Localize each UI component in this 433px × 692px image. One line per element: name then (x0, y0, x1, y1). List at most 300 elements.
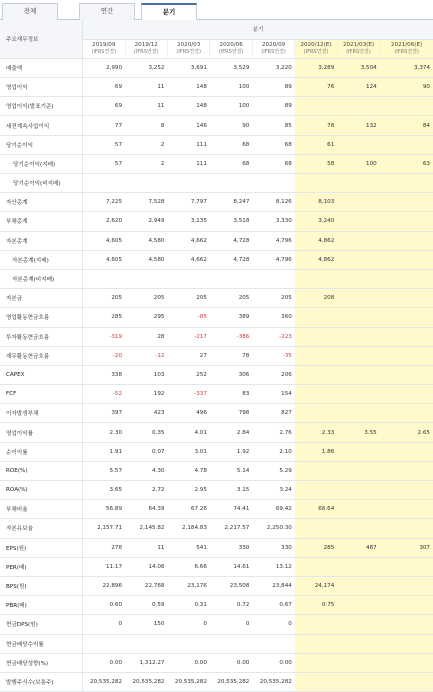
value-cell (167, 634, 209, 653)
value-cell: 74.41 (210, 500, 252, 519)
table-row (0, 500, 433, 519)
period-header (167, 39, 209, 58)
value-cell: 4,796 (252, 250, 294, 269)
value-cell: 5.29 (252, 461, 294, 480)
value-cell (380, 327, 433, 346)
value-cell: 14.61 (210, 557, 252, 576)
value-cell: 205 (210, 289, 252, 308)
row-label-text: FCF (6, 391, 17, 398)
row-label (0, 289, 83, 308)
row-label (0, 269, 83, 288)
value-cell (380, 346, 433, 365)
value-cell: 11.17 (83, 557, 125, 576)
value-cell (337, 385, 379, 404)
value-cell: -20 (83, 346, 125, 365)
table-row (0, 385, 433, 404)
value-cell: 2.33 (295, 423, 337, 442)
value-cell: 23,508 (210, 576, 252, 595)
value-cell (337, 615, 379, 634)
table-row (0, 78, 433, 97)
row-label-text: 자본유보율 (6, 526, 34, 533)
value-cell (337, 500, 379, 519)
value-cell: 78 (295, 116, 337, 135)
value-cell: 2.76 (252, 423, 294, 442)
value-cell (295, 365, 337, 384)
value-cell: 4.78 (167, 461, 209, 480)
row-label-text: 당기순이익(비지배) (13, 181, 61, 188)
value-cell (380, 461, 433, 480)
row-label (0, 135, 83, 154)
value-cell (252, 269, 294, 288)
row-label (0, 327, 83, 346)
value-cell: 192 (125, 385, 167, 404)
table-row (0, 308, 433, 327)
value-cell: 1.91 (83, 442, 125, 461)
row-label (0, 423, 83, 442)
row-label (0, 538, 83, 557)
row-label-text: 자산총계 (6, 200, 28, 207)
row-label (0, 653, 83, 672)
value-cell: 1,312.27 (125, 653, 167, 672)
value-cell: 252 (167, 365, 209, 384)
value-cell: 0.00 (210, 653, 252, 672)
value-cell: 6.66 (167, 557, 209, 576)
value-cell: 154 (252, 385, 294, 404)
row-label-text: ROE(%) (6, 467, 28, 474)
value-cell: 4,605 (83, 231, 125, 250)
value-cell: -223 (252, 327, 294, 346)
period-tabs (0, 0, 433, 20)
row-label-text: 매출액 (6, 65, 23, 72)
row-label-text: 당기순이익 (6, 142, 34, 149)
value-cell: 2,990 (83, 58, 125, 77)
value-cell (380, 289, 433, 308)
row-label-text: 자본금 (6, 296, 23, 303)
value-cell: 7,225 (83, 193, 125, 212)
value-cell (380, 615, 433, 634)
row-label-text: ROA(%) (6, 487, 28, 494)
value-cell: 205 (167, 289, 209, 308)
value-cell (295, 404, 337, 423)
table-row (0, 557, 433, 576)
value-cell (295, 481, 337, 500)
period-label: 2019/12 (134, 41, 158, 48)
value-cell: 285 (295, 538, 337, 557)
value-cell (380, 557, 433, 576)
value-cell: 63 (380, 154, 433, 173)
value-cell (337, 231, 379, 250)
table-row (0, 327, 433, 346)
row-label (0, 174, 83, 193)
period-basis: (IFRS연결) (303, 48, 329, 55)
value-cell: 0.00 (83, 653, 125, 672)
period-label: 2021/03(E) (342, 41, 375, 48)
value-cell (380, 97, 433, 116)
value-cell: 3,518 (210, 212, 252, 231)
table-row (0, 519, 433, 538)
value-cell (252, 174, 294, 193)
value-cell: -217 (167, 327, 209, 346)
period-basis: (IFRS연결) (261, 48, 286, 55)
value-cell: 3,240 (295, 212, 337, 231)
value-cell: 11 (125, 538, 167, 557)
row-label (0, 481, 83, 500)
value-cell (295, 346, 337, 365)
table-row (0, 461, 433, 480)
row-label (0, 461, 83, 480)
value-cell (337, 481, 379, 500)
table-body (0, 58, 433, 691)
value-cell (380, 634, 433, 653)
value-cell: 2,184.83 (167, 519, 209, 538)
value-cell: 69.42 (252, 500, 294, 519)
value-cell: 64.39 (125, 500, 167, 519)
value-cell (380, 442, 433, 461)
value-cell: 13.12 (252, 557, 294, 576)
value-cell (337, 404, 379, 423)
period-label: 2020/06 (219, 41, 243, 48)
row-label (0, 250, 83, 269)
value-cell: 8,126 (252, 193, 294, 212)
table-row (0, 596, 433, 615)
value-cell (337, 576, 379, 595)
value-cell (337, 174, 379, 193)
row-label-text: 영업이익률 (6, 430, 34, 437)
value-cell: 68 (252, 154, 294, 173)
value-cell: 148 (167, 78, 209, 97)
row-label-text: PER(배) (6, 564, 27, 571)
period-label: 2021/06(E) (391, 41, 423, 48)
value-cell (380, 653, 433, 672)
value-cell: 3.01 (167, 442, 209, 461)
value-cell: 100 (337, 154, 379, 173)
value-cell: 8 (125, 116, 167, 135)
table-row (0, 193, 433, 212)
row-label (0, 116, 83, 135)
table-row (0, 212, 433, 231)
value-cell: 20,535,282 (210, 672, 252, 691)
period-basis: (IFRS연결) (91, 48, 117, 55)
value-cell (380, 385, 433, 404)
value-cell: 89 (252, 78, 294, 97)
value-cell: 150 (125, 615, 167, 634)
value-cell: 28 (125, 327, 167, 346)
financial-summary-table (0, 20, 433, 692)
value-cell: 423 (125, 404, 167, 423)
value-cell: 20,535,282 (125, 672, 167, 691)
value-cell: 20,535,282 (83, 672, 125, 691)
value-cell (295, 461, 337, 480)
period-label: 2020/03 (177, 41, 201, 48)
row-label (0, 557, 83, 576)
value-cell: 285 (83, 308, 125, 327)
value-cell: 4.01 (167, 423, 209, 442)
value-cell: 4,728 (210, 250, 252, 269)
row-label (0, 615, 83, 634)
value-cell (295, 308, 337, 327)
value-cell: 148 (167, 97, 209, 116)
row-label-text: PBR(배) (6, 603, 27, 610)
value-cell: 7,528 (125, 193, 167, 212)
value-cell: 22,896 (83, 576, 125, 595)
value-cell: 2.65 (380, 423, 433, 442)
value-cell: 2,620 (83, 212, 125, 231)
value-cell: 24,174 (295, 576, 337, 595)
row-label (0, 154, 83, 173)
table-row (0, 365, 433, 384)
value-cell: 3,691 (167, 58, 209, 77)
period-basis: (IFRS연결) (394, 48, 419, 55)
value-cell: 2.30 (83, 423, 125, 442)
value-cell: 4,728 (210, 231, 252, 250)
table-row (0, 231, 433, 250)
value-cell: 1.86 (295, 442, 337, 461)
table-row (0, 250, 433, 269)
row-label-text: 현금배당수익률 (6, 641, 44, 648)
value-cell (125, 174, 167, 193)
value-cell: 798 (210, 404, 252, 423)
value-cell: 8,103 (295, 193, 337, 212)
value-cell: 3,135 (167, 212, 209, 231)
value-cell: 57 (83, 135, 125, 154)
value-cell (380, 308, 433, 327)
row-label-text: 자본총계(비지배) (12, 277, 55, 284)
value-cell: 77 (83, 116, 125, 135)
value-cell: 11 (125, 97, 167, 116)
value-cell (380, 250, 433, 269)
row-label-text: 현금배당성향(%) (6, 660, 49, 667)
tab-annual[interactable]: 연간 (79, 3, 135, 20)
value-cell: 83 (210, 385, 252, 404)
period-label: 2019/09 (92, 41, 116, 48)
period-header (337, 39, 379, 58)
table-row (0, 174, 433, 193)
value-cell: -52 (83, 385, 125, 404)
value-cell: 2.84 (210, 423, 252, 442)
value-cell: 22,768 (125, 576, 167, 595)
value-cell: -85 (167, 308, 209, 327)
value-cell (380, 500, 433, 519)
value-cell (295, 174, 337, 193)
value-cell: -319 (83, 327, 125, 346)
value-cell: 3.24 (252, 481, 294, 500)
value-cell: 58 (295, 154, 337, 173)
value-cell: 2,157.71 (83, 519, 125, 538)
value-cell (295, 327, 337, 346)
value-cell: 487 (337, 538, 379, 557)
value-cell: 4,862 (295, 250, 337, 269)
value-cell: 330 (210, 538, 252, 557)
value-cell (210, 634, 252, 653)
period-basis: (IFRS연결) (346, 48, 371, 55)
row-label-text: 부채비율 (6, 507, 28, 514)
value-cell (337, 269, 379, 288)
value-cell: 3,529 (210, 58, 252, 77)
value-cell (125, 634, 167, 653)
value-cell (337, 97, 379, 116)
row-label (0, 500, 83, 519)
value-cell (337, 653, 379, 672)
value-cell (337, 327, 379, 346)
row-label-text: CAPEX (6, 371, 25, 378)
row-label-text: 자본총계(지배) (12, 257, 49, 264)
value-cell: 205 (125, 289, 167, 308)
period-header (380, 39, 433, 58)
row-label-text: 투자활동현금흐름 (6, 334, 50, 341)
value-cell: 4,662 (167, 231, 209, 250)
value-cell (380, 519, 433, 538)
value-cell (295, 97, 337, 116)
value-cell: 27 (167, 346, 209, 365)
row-label-header: 주요재무정보 (0, 20, 83, 58)
value-cell: 57 (83, 154, 125, 173)
value-cell (295, 615, 337, 634)
value-cell: 66.64 (295, 500, 337, 519)
value-cell (380, 365, 433, 384)
period-basis: (IFRS연결) (133, 48, 159, 55)
row-label-text: 부채총계 (6, 219, 28, 226)
table-row (0, 615, 433, 634)
row-label (0, 78, 83, 97)
value-cell: 67.26 (167, 500, 209, 519)
value-cell: 111 (167, 135, 209, 154)
row-label (0, 634, 83, 653)
value-cell: 0.00 (167, 653, 209, 672)
value-cell: 496 (167, 404, 209, 423)
table-row (0, 289, 433, 308)
value-cell (380, 212, 433, 231)
value-cell (337, 289, 379, 308)
value-cell (380, 135, 433, 154)
row-label-text: 자본총계 (6, 238, 28, 245)
row-label-text: BPS(원) (6, 584, 27, 591)
table-row (0, 653, 433, 672)
row-label-text: 순이익률 (6, 449, 28, 456)
row-label (0, 576, 83, 595)
value-cell (337, 212, 379, 231)
value-cell: 0.07 (125, 442, 167, 461)
value-cell: 205 (83, 289, 125, 308)
value-cell: 8,247 (210, 193, 252, 212)
value-cell: 4,580 (125, 231, 167, 250)
value-cell: 3.55 (337, 423, 379, 442)
value-cell: 541 (167, 538, 209, 557)
row-label-text: 재무활동현금흐름 (6, 353, 50, 360)
value-cell: 89 (252, 97, 294, 116)
table-row (0, 423, 433, 442)
value-cell: 4.30 (125, 461, 167, 480)
row-label (0, 308, 83, 327)
value-cell (295, 557, 337, 576)
value-cell: 0 (252, 615, 294, 634)
value-cell: 76 (295, 78, 337, 97)
value-cell (337, 365, 379, 384)
value-cell (125, 269, 167, 288)
value-cell: 4,796 (252, 231, 294, 250)
value-cell: 68 (252, 135, 294, 154)
value-cell (295, 385, 337, 404)
period-label: 2020/12(E) (300, 41, 332, 48)
table-row (0, 116, 433, 135)
value-cell: 2,949 (125, 212, 167, 231)
row-label (0, 442, 83, 461)
table-row (0, 58, 433, 77)
value-cell (380, 174, 433, 193)
value-cell (380, 481, 433, 500)
value-cell (295, 519, 337, 538)
value-cell (337, 250, 379, 269)
value-cell (167, 174, 209, 193)
table-row (0, 346, 433, 365)
row-label-text: 영업이익 (6, 85, 28, 92)
value-cell: 3,374 (380, 58, 433, 77)
tab-quarter[interactable]: 분기 (141, 3, 197, 21)
tab-all[interactable]: 전체 (2, 3, 58, 20)
value-cell: 2.95 (167, 481, 209, 500)
value-cell: 4,662 (167, 250, 209, 269)
row-label (0, 212, 83, 231)
value-cell (210, 269, 252, 288)
value-cell: 23,176 (167, 576, 209, 595)
value-cell: 3,504 (337, 58, 379, 77)
value-cell (295, 269, 337, 288)
row-label-text: 이자발생부채 (6, 411, 39, 418)
value-cell: 307 (380, 538, 433, 557)
row-label-text: 영업활동현금흐름 (6, 315, 50, 322)
value-cell: 338 (83, 365, 125, 384)
row-label (0, 519, 83, 538)
value-cell (252, 634, 294, 653)
value-cell: 2,145.82 (125, 519, 167, 538)
value-cell: 68 (210, 154, 252, 173)
value-cell: 132 (337, 116, 379, 135)
value-cell: 0 (210, 615, 252, 634)
value-cell: 90 (380, 78, 433, 97)
value-cell (337, 557, 379, 576)
row-label (0, 596, 83, 615)
value-cell: 146 (167, 116, 209, 135)
value-cell (380, 269, 433, 288)
value-cell: 78 (210, 346, 252, 365)
value-cell: -35 (252, 346, 294, 365)
value-cell (380, 576, 433, 595)
value-cell: 11 (125, 78, 167, 97)
value-cell: 103 (125, 365, 167, 384)
value-cell (380, 596, 433, 615)
row-label (0, 231, 83, 250)
period-label: 2020/09 (261, 41, 286, 48)
row-label-text: 영업이익(발표기준) (6, 104, 54, 111)
value-cell: 2.72 (125, 481, 167, 500)
row-label-text: 발행주식수(보통주) (6, 679, 54, 686)
value-cell: 2 (125, 154, 167, 173)
value-cell (337, 519, 379, 538)
table-row (0, 576, 433, 595)
value-cell: 5.57 (83, 461, 125, 480)
value-cell: -337 (167, 385, 209, 404)
table-row (0, 481, 433, 500)
period-basis: (IFRS연결) (218, 48, 244, 55)
value-cell: 100 (210, 78, 252, 97)
value-cell: 4,862 (295, 231, 337, 250)
period-header (210, 39, 252, 58)
value-cell (337, 634, 379, 653)
row-label (0, 365, 83, 384)
value-cell: 0 (83, 615, 125, 634)
value-cell: 0 (167, 615, 209, 634)
value-cell (337, 442, 379, 461)
value-cell: 0.35 (125, 423, 167, 442)
